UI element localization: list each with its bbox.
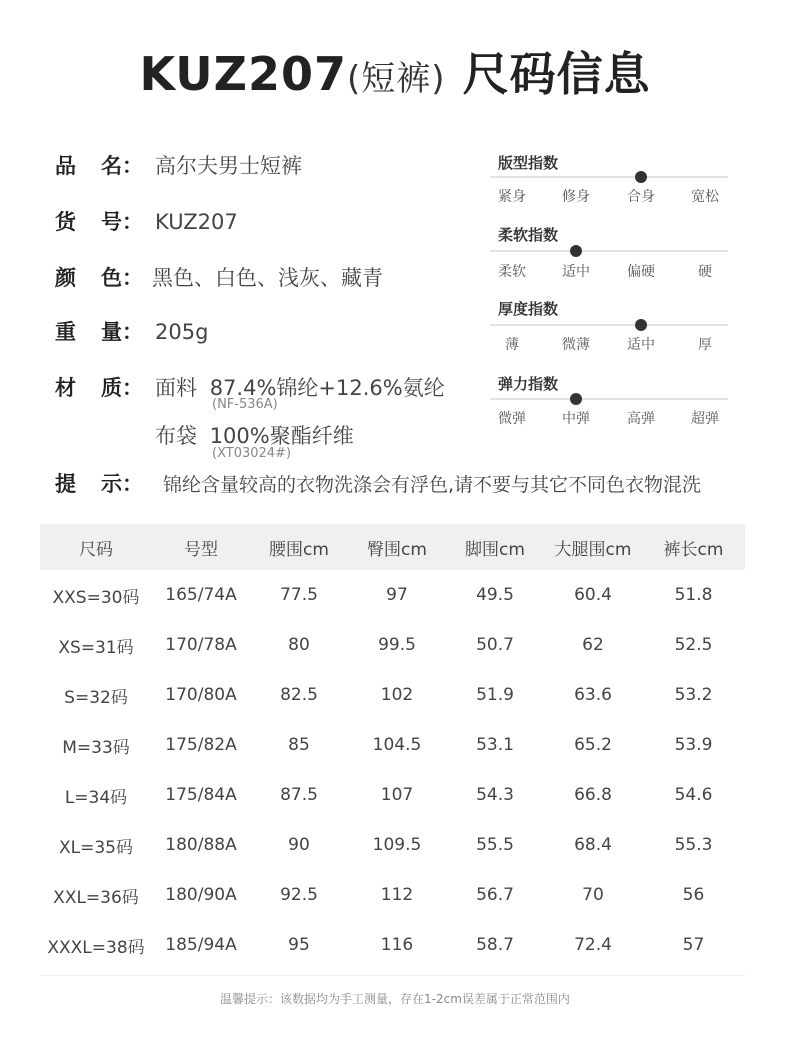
table-cell: 63.6: [574, 685, 612, 705]
header-cell: 尺码: [79, 539, 113, 560]
table-cell: 53.1: [476, 735, 514, 755]
info-color: [55, 262, 383, 292]
info-sku-label: 货 号：: [55, 210, 143, 234]
table-body: [40, 570, 745, 970]
table-cell: 170/78A: [165, 635, 237, 655]
index-elasticity-label-4: 超弹: [691, 411, 719, 427]
fabric-label: 面料: [155, 376, 197, 400]
table-cell: 58.7: [476, 935, 514, 955]
table-cell: 70: [582, 885, 604, 905]
page-title: [0, 38, 790, 104]
table-cell: 54.6: [674, 785, 713, 805]
table-cell: 66.8: [574, 785, 612, 805]
info-weight-label: 重 量：: [55, 320, 143, 344]
table-cell: 53.2: [674, 685, 713, 705]
table-cell: 60.4: [574, 585, 612, 605]
table-row: [40, 920, 745, 970]
header-cell: 腰围cm: [269, 539, 329, 560]
table-cell: 82.5: [280, 685, 318, 705]
index-fit-track: [490, 176, 728, 178]
info-name-label: 品 名：: [55, 154, 143, 178]
info-weight-value: 205g: [155, 320, 209, 344]
fabric-code: (NF-536A): [212, 397, 278, 412]
header-cell: 脚围cm: [465, 539, 525, 560]
table-divider: [40, 975, 745, 976]
table-header: [40, 524, 745, 570]
index-softness-track: [490, 250, 728, 252]
table-cell: 170/80A: [165, 685, 237, 705]
table-cell: 68.4: [574, 835, 612, 855]
table-cell: 56: [682, 885, 705, 905]
pocket-code: (XT03024#): [212, 446, 292, 461]
table-cell: XXS=30码: [52, 587, 140, 608]
table-row: [40, 670, 745, 720]
table-cell: 112: [380, 885, 414, 905]
table-cell: 175/82A: [165, 735, 237, 755]
table-cell: 55.3: [674, 835, 713, 855]
index-softness-label-1: 柔软: [498, 264, 526, 280]
table-cell: 116: [380, 935, 414, 955]
title-suffix: 尺码信息: [462, 47, 651, 101]
index-softness-marker: [570, 245, 582, 257]
table-cell: 85: [288, 735, 310, 755]
header-cell: 号型: [184, 539, 218, 560]
info-name: [55, 150, 302, 180]
fabric-value: 87.4%锦纶+12.6%氨纶: [209, 376, 445, 400]
table-row: [40, 570, 745, 620]
index-fit-label-1: 紧身: [498, 189, 526, 205]
table-cell: 185/94A: [165, 935, 237, 955]
table-row: [40, 620, 745, 670]
table-cell: 180/88A: [165, 835, 237, 855]
index-thickness-track: [490, 324, 728, 326]
pocket-value: 100%聚酯纤维: [209, 424, 354, 448]
info-sku-value: KUZ207: [155, 210, 238, 234]
index-thickness-title: 厚度指数: [498, 300, 559, 318]
table-cell: 65.2: [574, 735, 612, 755]
index-softness-title: 柔软指数: [498, 226, 559, 244]
table-cell: XL=35码: [59, 837, 133, 858]
index-fit-label-2: 修身: [562, 189, 590, 205]
table-cell: 92.5: [280, 885, 318, 905]
table-cell: XXL=36码: [53, 887, 139, 908]
table-cell: 51.9: [476, 685, 514, 705]
table-cell: 180/90A: [165, 885, 237, 905]
index-elasticity-label-1: 微弹: [498, 411, 526, 427]
table-cell: 72.4: [574, 935, 612, 955]
info-material-label: 材 质：: [55, 376, 143, 400]
info-weight: [55, 316, 208, 346]
table-cell: 51.8: [674, 585, 713, 605]
table-cell: 54.3: [476, 785, 514, 805]
table-cell: XXXL=38码: [47, 937, 145, 958]
footnote: 温馨提示：该数据均为手工测量，存在1-2cm误差属于正常范围内: [220, 992, 570, 1006]
index-thickness-label-2: 微薄: [562, 337, 590, 353]
info-name-value: 高尔夫男士短裤: [155, 154, 302, 178]
table-cell: 90: [288, 835, 310, 855]
info-color-label: 颜 色：: [55, 266, 143, 290]
pocket-label: 布袋: [155, 424, 197, 448]
info-sku: [55, 206, 238, 236]
table-cell: 52.5: [674, 635, 713, 655]
table-row: [40, 820, 745, 870]
index-thickness-label-4: 厚: [698, 337, 712, 353]
table-cell: 95: [288, 935, 310, 955]
index-elasticity-title: 弹力指数: [498, 375, 559, 393]
table-cell: 49.5: [476, 585, 514, 605]
index-fit-title: 版型指数: [498, 154, 559, 172]
table-row: [40, 870, 745, 920]
index-elasticity-label-3: 高弹: [627, 411, 655, 427]
table-cell: 99.5: [378, 635, 416, 655]
table-cell: M=33码: [62, 737, 130, 758]
info-color-value: 黑色、白色、浅灰、藏青: [152, 266, 383, 290]
index-thickness-marker: [635, 319, 647, 331]
index-fit-marker: [635, 171, 647, 183]
table-cell: 165/74A: [165, 585, 237, 605]
table-cell: L=34码: [64, 787, 128, 808]
table-cell: 77.5: [280, 585, 318, 605]
table-cell: 55.5: [476, 835, 514, 855]
table-row: [40, 770, 745, 820]
table-row: [40, 720, 745, 770]
index-thickness-label-1: 薄: [505, 337, 519, 353]
table-cell: 80: [288, 635, 310, 655]
header-cell: 大腿围cm: [554, 539, 632, 560]
index-fit-label-4: 宽松: [691, 189, 719, 205]
index-softness-label-4: 硬: [698, 264, 712, 280]
table-cell: 57: [682, 935, 705, 955]
table-cell: 102: [380, 685, 414, 705]
index-thickness-label-3: 适中: [627, 337, 655, 353]
index-softness-label-3: 偏硬: [627, 264, 655, 280]
size-table: [40, 524, 745, 976]
info-tip: [55, 468, 701, 498]
header-cell: 臀围cm: [367, 539, 427, 560]
table-cell: 53.9: [674, 735, 713, 755]
index-elasticity-marker: [570, 393, 582, 405]
info-tip-value: 锦纶含量较高的衣物洗涤会有浮色,请不要与其它不同色衣物混洗: [163, 474, 702, 496]
table-cell: 87.5: [280, 785, 318, 805]
table-cell: 97: [386, 585, 408, 605]
table-cell: 107: [380, 785, 414, 805]
info-tip-label: 提 示：: [55, 472, 143, 496]
table-cell: 50.7: [476, 635, 514, 655]
table-cell: XS=31码: [58, 637, 134, 658]
index-fit-label-3: 合身: [627, 189, 655, 205]
index-softness-label-2: 适中: [562, 264, 590, 280]
table-cell: 175/84A: [165, 785, 237, 805]
table-cell: 109.5: [372, 835, 422, 855]
header-cell: 裤长cm: [663, 539, 724, 560]
index-elasticity-track: [490, 398, 728, 400]
title-model: KUZ207: [139, 47, 348, 101]
table-cell: 104.5: [372, 735, 422, 755]
index-elasticity-label-2: 中弹: [562, 411, 590, 427]
table-cell: 56.7: [476, 885, 514, 905]
table-cell: S=32码: [64, 687, 128, 708]
table-cell: 62: [582, 635, 604, 655]
title-category: (短裤): [347, 59, 446, 99]
